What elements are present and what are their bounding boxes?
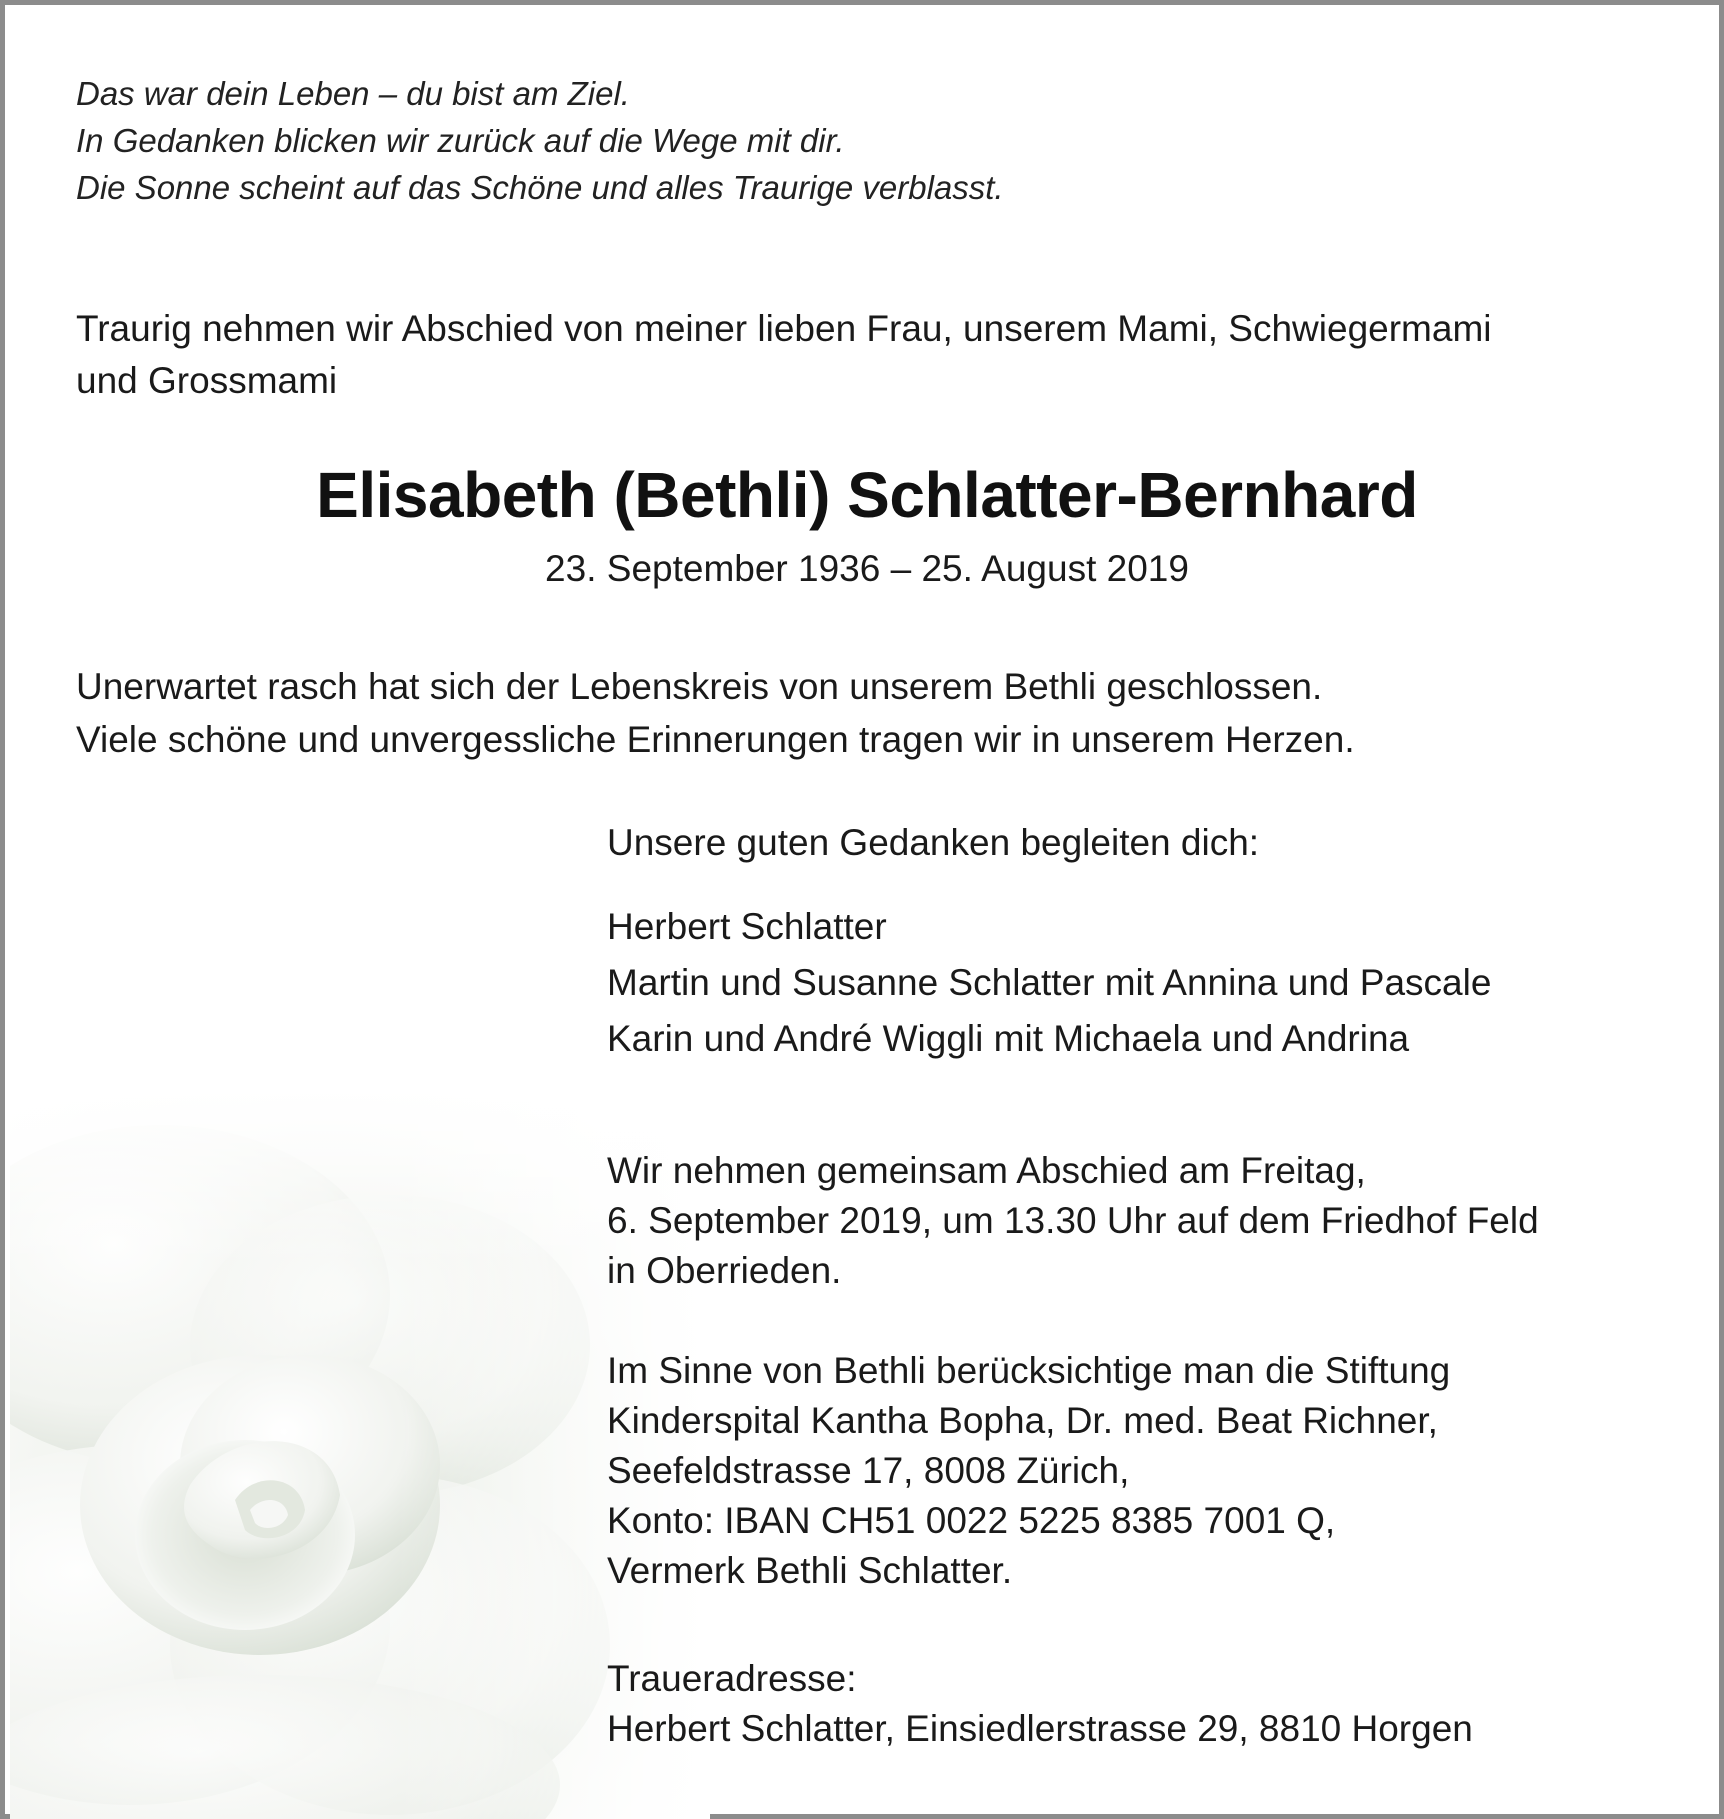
- white-rose-image: [10, 1085, 710, 1819]
- donation-line: Vermerk Bethli Schlatter.: [607, 1550, 1013, 1591]
- mourner-entry: Herbert Schlatter: [607, 906, 887, 947]
- deceased-name: Elisabeth (Bethli) Schlatter-Bernhard: [316, 459, 1418, 531]
- tribute-line: Viele schöne und unvergessliche Erinnerungen tragen wir in unserem Herzen.: [76, 719, 1355, 760]
- life-dates: 23. September 1936 – 25. August 2019: [545, 548, 1189, 589]
- poem: [76, 70, 1004, 211]
- tribute-line: Unerwartet rasch hat sich der Lebenskreis von unserem Bethli geschlossen.: [76, 666, 1323, 707]
- service-info: [607, 1146, 1539, 1296]
- mourning-address: [607, 1654, 1473, 1754]
- intro-line: Traurig nehmen wir Abschied von meiner lieben Frau, unserem Mami, Schwiegermami: [76, 308, 1492, 349]
- service-line: 6. September 2019, um 13.30 Uhr auf dem Friedhof Feld: [607, 1200, 1539, 1241]
- service-line: in Oberrieden.: [607, 1250, 842, 1291]
- intro-line: und Grossmami: [76, 360, 338, 401]
- thoughts-heading: Unsere guten Gedanken begleiten dich:: [607, 822, 1260, 863]
- mourning-address-value: Herbert Schlatter, Einsiedlerstrasse 29, 8810 Horgen: [607, 1708, 1473, 1749]
- donation-line: Kinderspital Kantha Bopha, Dr. med. Beat Richner,: [607, 1400, 1438, 1441]
- mourner-entry: Martin und Susanne Schlatter mit Annina und Pascale: [607, 962, 1492, 1003]
- poem-line: Das war dein Leben – du bist am Ziel.: [76, 75, 630, 112]
- donation-line: Seefeldstrasse 17, 8008 Zürich,: [607, 1450, 1130, 1491]
- poem-line: In Gedanken blicken wir zurück auf die Wege mit dir.: [76, 122, 845, 159]
- donation-line: Im Sinne von Bethli berücksichtige man die Stiftung: [607, 1350, 1451, 1391]
- mourning-address-label: Traueradresse:: [607, 1658, 857, 1699]
- donation-info: [607, 1346, 1450, 1596]
- donation-line: Konto: IBAN CH51 0022 5225 8385 7001 Q,: [607, 1500, 1336, 1541]
- service-line: Wir nehmen gemeinsam Abschied am Freitag,: [607, 1150, 1366, 1191]
- poem-line: Die Sonne scheint auf das Schöne und alles Traurige verblasst.: [76, 169, 1004, 206]
- intro-text: [76, 303, 1492, 407]
- mourner-entry: Karin und André Wiggli mit Michaela und Andrina: [607, 1018, 1410, 1059]
- tribute-text: [76, 660, 1355, 766]
- mourners-list: [607, 899, 1491, 1067]
